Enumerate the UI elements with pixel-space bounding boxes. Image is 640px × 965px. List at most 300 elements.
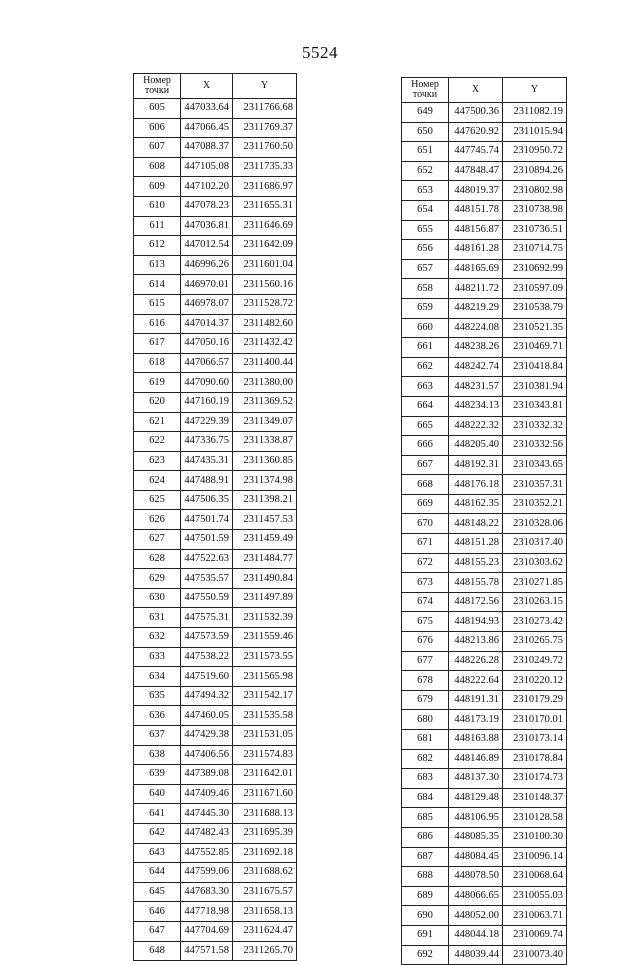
x-cell: 448224.08 [449, 318, 503, 338]
table-row [134, 99, 297, 119]
point-number-cell: 690 [402, 906, 449, 926]
table-row [402, 494, 567, 514]
x-cell: 448191.31 [449, 690, 503, 710]
point-number-cell: 608 [134, 157, 181, 177]
table-row [134, 255, 297, 275]
point-number-cell: 689 [402, 886, 449, 906]
point-number-cell: 630 [134, 588, 181, 608]
point-number-cell: 684 [402, 788, 449, 808]
x-cell: 448238.26 [449, 338, 503, 358]
point-number-cell: 622 [134, 432, 181, 452]
point-number-cell: 678 [402, 671, 449, 691]
x-cell: 448137.30 [449, 769, 503, 789]
x-cell: 447429.38 [181, 726, 233, 746]
x-cell: 448192.31 [449, 455, 503, 475]
y-cell: 2310950.72 [503, 142, 567, 162]
x-cell: 448019.37 [449, 181, 503, 201]
y-cell: 2311574.83 [233, 745, 297, 765]
table-row [402, 534, 567, 554]
table-row [134, 392, 297, 412]
table-row [134, 373, 297, 393]
x-cell: 448078.50 [449, 867, 503, 887]
y-cell: 2311692.18 [233, 843, 297, 863]
point-number-cell: 644 [134, 863, 181, 883]
table-row [134, 745, 297, 765]
x-cell: 447482.43 [181, 823, 233, 843]
x-cell: 448242.74 [449, 357, 503, 377]
point-number-cell: 692 [402, 945, 449, 965]
x-cell: 448231.57 [449, 377, 503, 397]
y-cell: 2310303.62 [503, 553, 567, 573]
x-cell: 448173.19 [449, 710, 503, 730]
table-row [134, 569, 297, 589]
y-cell: 2311542.17 [233, 686, 297, 706]
point-number-cell: 683 [402, 769, 449, 789]
y-cell: 2311338.87 [233, 432, 297, 452]
table-row [402, 886, 567, 906]
table-row [134, 177, 297, 197]
x-cell: 448162.35 [449, 494, 503, 514]
x-cell: 447535.57 [181, 569, 233, 589]
table-row [134, 275, 297, 295]
y-cell: 2311380.00 [233, 373, 297, 393]
y-cell: 2311398.21 [233, 490, 297, 510]
table-row [134, 471, 297, 491]
point-number-cell: 653 [402, 181, 449, 201]
point-number-cell: 651 [402, 142, 449, 162]
table-row [134, 667, 297, 687]
table-row [134, 451, 297, 471]
table-row [402, 808, 567, 828]
y-cell: 2310170.01 [503, 710, 567, 730]
point-number-cell: 656 [402, 240, 449, 260]
table-row [134, 118, 297, 138]
point-number-cell: 643 [134, 843, 181, 863]
table-row [402, 612, 567, 632]
table-row [134, 686, 297, 706]
y-cell: 2311560.16 [233, 275, 297, 295]
x-cell: 447501.59 [181, 530, 233, 550]
point-number-cell: 647 [134, 921, 181, 941]
y-cell: 2310738.98 [503, 200, 567, 220]
table-row [402, 298, 567, 318]
y-cell: 2311482.60 [233, 314, 297, 334]
y-cell: 2310068.64 [503, 867, 567, 887]
x-cell: 448151.28 [449, 534, 503, 554]
point-number-cell: 626 [134, 510, 181, 530]
y-cell: 2311655.31 [233, 196, 297, 216]
table-row [134, 196, 297, 216]
table-row [402, 357, 567, 377]
table-row [134, 941, 297, 961]
y-cell: 2311565.98 [233, 667, 297, 687]
point-number-cell: 615 [134, 294, 181, 314]
y-cell: 2311531.05 [233, 726, 297, 746]
point-number-cell: 627 [134, 530, 181, 550]
y-cell: 2310069.74 [503, 925, 567, 945]
y-cell: 2311497.89 [233, 588, 297, 608]
table-row [402, 730, 567, 750]
y-cell: 2311374.98 [233, 471, 297, 491]
x-cell: 448039.44 [449, 945, 503, 965]
point-number-cell: 617 [134, 334, 181, 354]
y-cell: 2311688.62 [233, 863, 297, 883]
y-cell: 2311015.94 [503, 122, 567, 142]
x-cell: 447033.64 [181, 99, 233, 119]
table-row [134, 138, 297, 158]
point-number-cell: 687 [402, 847, 449, 867]
table-row [134, 490, 297, 510]
point-number-cell: 655 [402, 220, 449, 240]
point-number-cell: 677 [402, 651, 449, 671]
point-number-cell: 679 [402, 690, 449, 710]
table-row [402, 749, 567, 769]
point-number-cell: 681 [402, 730, 449, 750]
x-cell: 447014.37 [181, 314, 233, 334]
y-cell: 2310418.84 [503, 357, 567, 377]
x-cell: 447078.23 [181, 196, 233, 216]
y-cell: 2310271.85 [503, 573, 567, 593]
y-cell: 2310063.71 [503, 906, 567, 926]
y-cell: 2310332.32 [503, 416, 567, 436]
x-cell: 447012.54 [181, 236, 233, 256]
x-cell: 447500.36 [449, 103, 503, 123]
table-row [402, 847, 567, 867]
table-row [402, 592, 567, 612]
point-number-cell: 621 [134, 412, 181, 432]
x-cell: 447704.69 [181, 921, 233, 941]
y-cell: 2311769.37 [233, 118, 297, 138]
y-cell: 2310265.75 [503, 632, 567, 652]
table-row [402, 514, 567, 534]
x-cell: 448176.18 [449, 475, 503, 495]
x-cell: 448146.89 [449, 749, 503, 769]
table-row [134, 157, 297, 177]
x-cell: 448222.64 [449, 671, 503, 691]
x-cell: 447519.60 [181, 667, 233, 687]
x-cell: 447494.32 [181, 686, 233, 706]
x-cell: 448085.35 [449, 827, 503, 847]
y-cell: 2311695.39 [233, 823, 297, 843]
point-number-cell: 639 [134, 765, 181, 785]
x-cell: 447488.91 [181, 471, 233, 491]
y-cell: 2310148.37 [503, 788, 567, 808]
y-cell: 2311457.53 [233, 510, 297, 530]
x-cell: 448052.00 [449, 906, 503, 926]
x-cell: 448194.93 [449, 612, 503, 632]
point-number-cell: 674 [402, 592, 449, 612]
x-cell: 448219.29 [449, 298, 503, 318]
y-cell: 2311642.01 [233, 765, 297, 785]
y-cell: 2310381.94 [503, 377, 567, 397]
point-number-cell: 688 [402, 867, 449, 887]
y-cell: 2310328.06 [503, 514, 567, 534]
point-number-cell: 662 [402, 357, 449, 377]
table-row [402, 396, 567, 416]
point-number-cell: 619 [134, 373, 181, 393]
point-number-cell: 667 [402, 455, 449, 475]
x-cell: 447409.46 [181, 784, 233, 804]
table-row [134, 765, 297, 785]
table-row [402, 925, 567, 945]
table-row [134, 628, 297, 648]
table-row [134, 334, 297, 354]
point-number-cell: 606 [134, 118, 181, 138]
point-number-cell: 642 [134, 823, 181, 843]
y-cell: 2311082.19 [503, 103, 567, 123]
table-row [134, 647, 297, 667]
y-cell: 2311484.77 [233, 549, 297, 569]
point-number-cell: 646 [134, 902, 181, 922]
y-cell: 2311658.13 [233, 902, 297, 922]
x-cell: 447088.37 [181, 138, 233, 158]
table-row [134, 588, 297, 608]
point-number-cell: 625 [134, 490, 181, 510]
x-cell: 447745.74 [449, 142, 503, 162]
point-number-cell: 631 [134, 608, 181, 628]
point-number-cell: 616 [134, 314, 181, 334]
x-cell: 446996.26 [181, 255, 233, 275]
point-number-cell: 663 [402, 377, 449, 397]
x-cell: 448234.13 [449, 396, 503, 416]
point-number-cell: 636 [134, 706, 181, 726]
point-number-header: Номер точки [402, 78, 449, 103]
point-number-cell: 691 [402, 925, 449, 945]
y-cell: 2310802.98 [503, 181, 567, 201]
x-cell: 447389.08 [181, 765, 233, 785]
point-number-cell: 685 [402, 808, 449, 828]
point-number-cell: 682 [402, 749, 449, 769]
x-cell: 447105.08 [181, 157, 233, 177]
point-number-cell: 649 [402, 103, 449, 123]
point-number-cell: 635 [134, 686, 181, 706]
y-cell: 2310273.42 [503, 612, 567, 632]
point-number-cell: 665 [402, 416, 449, 436]
x-cell: 448155.23 [449, 553, 503, 573]
point-number-cell: 664 [402, 396, 449, 416]
x-cell: 447090.60 [181, 373, 233, 393]
point-number-cell: 620 [134, 392, 181, 412]
y-cell: 2310332.56 [503, 436, 567, 456]
point-number-cell: 657 [402, 259, 449, 279]
y-cell: 2310357.31 [503, 475, 567, 495]
point-number-cell: 637 [134, 726, 181, 746]
y-cell: 2310343.65 [503, 455, 567, 475]
point-number-cell: 652 [402, 161, 449, 181]
x-cell: 447620.92 [449, 122, 503, 142]
point-number-cell: 669 [402, 494, 449, 514]
table-row [134, 608, 297, 628]
x-cell: 447229.39 [181, 412, 233, 432]
point-number-cell: 628 [134, 549, 181, 569]
x-cell: 447102.20 [181, 177, 233, 197]
table-row [402, 200, 567, 220]
point-number-cell: 633 [134, 647, 181, 667]
point-number-cell: 609 [134, 177, 181, 197]
table-row [402, 690, 567, 710]
y-cell: 2311766.68 [233, 99, 297, 119]
x-cell: 447066.45 [181, 118, 233, 138]
header-row [402, 78, 567, 103]
y-header: Y [503, 78, 567, 103]
x-cell: 448106.95 [449, 808, 503, 828]
x-cell: 446970.01 [181, 275, 233, 295]
point-number-cell: 675 [402, 612, 449, 632]
point-number-cell: 612 [134, 236, 181, 256]
point-number-cell: 623 [134, 451, 181, 471]
point-number-cell: 673 [402, 573, 449, 593]
y-cell: 2311400.44 [233, 353, 297, 373]
x-cell: 448148.22 [449, 514, 503, 534]
table-row [402, 142, 567, 162]
y-cell: 2310179.29 [503, 690, 567, 710]
x-cell: 447406.56 [181, 745, 233, 765]
point-number-header: Номер точки [134, 74, 181, 99]
x-cell: 448213.86 [449, 632, 503, 652]
y-cell: 2311490.84 [233, 569, 297, 589]
table-row [402, 573, 567, 593]
x-cell: 447575.31 [181, 608, 233, 628]
table-row [134, 921, 297, 941]
point-number-cell: 613 [134, 255, 181, 275]
table-row [134, 510, 297, 530]
x-cell: 448044.18 [449, 925, 503, 945]
x-cell: 448226.28 [449, 651, 503, 671]
point-number-cell: 634 [134, 667, 181, 687]
y-cell: 2310173.14 [503, 730, 567, 750]
x-cell: 448084.45 [449, 847, 503, 867]
x-cell: 447683.30 [181, 882, 233, 902]
point-number-cell: 671 [402, 534, 449, 554]
x-cell: 447522.63 [181, 549, 233, 569]
table-row [134, 412, 297, 432]
y-cell: 2311675.57 [233, 882, 297, 902]
x-cell: 448172.56 [449, 592, 503, 612]
table-row [402, 710, 567, 730]
y-cell: 2310178.84 [503, 749, 567, 769]
table-row [402, 455, 567, 475]
table-row [134, 530, 297, 550]
y-cell: 2310736.51 [503, 220, 567, 240]
y-cell: 2310100.30 [503, 827, 567, 847]
x-cell: 448165.69 [449, 259, 503, 279]
table-row [402, 945, 567, 965]
point-number-cell: 659 [402, 298, 449, 318]
table-row [402, 122, 567, 142]
table-row [134, 236, 297, 256]
point-number-cell: 607 [134, 138, 181, 158]
point-number-cell: 658 [402, 279, 449, 299]
table-row [402, 240, 567, 260]
table-row [402, 259, 567, 279]
table-row [402, 651, 567, 671]
x-cell: 448222.32 [449, 416, 503, 436]
y-cell: 2311735.33 [233, 157, 297, 177]
point-number-cell: 668 [402, 475, 449, 495]
y-cell: 2310894.26 [503, 161, 567, 181]
point-number-cell: 660 [402, 318, 449, 338]
point-number-cell: 624 [134, 471, 181, 491]
table-row [402, 436, 567, 456]
point-number-cell: 645 [134, 882, 181, 902]
point-number-cell: 611 [134, 216, 181, 236]
table-row [402, 867, 567, 887]
point-number-cell: 638 [134, 745, 181, 765]
x-cell: 447599.06 [181, 863, 233, 883]
x-header: X [181, 74, 233, 99]
point-number-cell: 641 [134, 804, 181, 824]
y-cell: 2311432.42 [233, 334, 297, 354]
table-row [402, 906, 567, 926]
table-row [402, 475, 567, 495]
table-row [402, 632, 567, 652]
point-number-cell: 629 [134, 569, 181, 589]
y-cell: 2311360.85 [233, 451, 297, 471]
y-cell: 2311528.72 [233, 294, 297, 314]
y-cell: 2310073.40 [503, 945, 567, 965]
y-cell: 2311532.39 [233, 608, 297, 628]
point-number-cell: 640 [134, 784, 181, 804]
x-cell: 446978.07 [181, 294, 233, 314]
table-row [134, 823, 297, 843]
table-row [402, 769, 567, 789]
y-cell: 2311369.52 [233, 392, 297, 412]
y-cell: 2311349.07 [233, 412, 297, 432]
x-header: X [449, 78, 503, 103]
table-row [402, 788, 567, 808]
y-cell: 2310352.21 [503, 494, 567, 514]
y-cell: 2311265.70 [233, 941, 297, 961]
table-row [134, 843, 297, 863]
table-row [402, 827, 567, 847]
coordinates-table-left [133, 73, 297, 961]
x-cell: 447066.57 [181, 353, 233, 373]
y-cell: 2310714.75 [503, 240, 567, 260]
table-row [134, 353, 297, 373]
point-number-cell: 676 [402, 632, 449, 652]
table-row [134, 432, 297, 452]
y-cell: 2310249.72 [503, 651, 567, 671]
coordinates-table-right [401, 77, 567, 965]
point-number-cell: 661 [402, 338, 449, 358]
x-cell: 448205.40 [449, 436, 503, 456]
x-cell: 447160.19 [181, 392, 233, 412]
point-number-cell: 670 [402, 514, 449, 534]
table-row [402, 279, 567, 299]
x-cell: 447718.98 [181, 902, 233, 922]
x-cell: 448129.48 [449, 788, 503, 808]
y-cell: 2311624.47 [233, 921, 297, 941]
table-row [134, 314, 297, 334]
point-number-cell: 648 [134, 941, 181, 961]
y-cell: 2311559.46 [233, 628, 297, 648]
x-cell: 447506.35 [181, 490, 233, 510]
y-cell: 2311573.55 [233, 647, 297, 667]
table-row [134, 706, 297, 726]
y-cell: 2310220.12 [503, 671, 567, 691]
table-row [402, 161, 567, 181]
point-number-cell: 686 [402, 827, 449, 847]
y-cell: 2310096.14 [503, 847, 567, 867]
point-number-cell: 614 [134, 275, 181, 295]
table-row [402, 553, 567, 573]
y-cell: 2310317.40 [503, 534, 567, 554]
x-cell: 448066.65 [449, 886, 503, 906]
y-cell: 2310263.15 [503, 592, 567, 612]
x-cell: 447552.85 [181, 843, 233, 863]
y-cell: 2311688.13 [233, 804, 297, 824]
point-number-cell: 618 [134, 353, 181, 373]
